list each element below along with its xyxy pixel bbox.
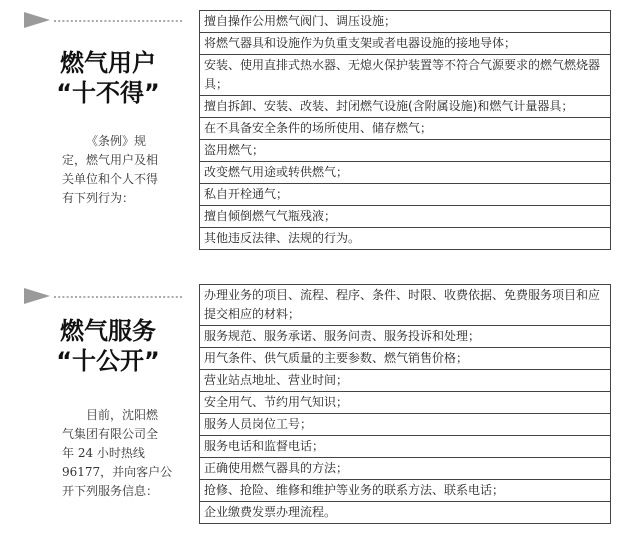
table-row — [200, 326, 611, 348]
section2-title — [28, 316, 188, 376]
section1-desc-line: 有下列行为： — [62, 191, 135, 205]
table-row — [200, 458, 611, 480]
table-row — [200, 11, 611, 33]
table-row — [200, 370, 611, 392]
rule-item: 盗用燃气； — [200, 140, 611, 162]
table-row — [200, 184, 611, 206]
table-row — [200, 414, 611, 436]
section1-title — [28, 48, 188, 108]
rule-item: 改变燃气用途或转供燃气； — [200, 162, 611, 184]
service-item: 服务电话和监督电话； — [200, 436, 611, 458]
section2-title-line2: “十公开” — [56, 347, 160, 375]
section1-rules-table — [199, 10, 611, 250]
section2-desc-line: 开下列服务信息： — [62, 484, 159, 498]
service-item: 抢修、抢险、维修和维护等业务的联系方法、联系电话； — [200, 480, 611, 502]
rule-item: 擅自拆卸、安装、改装、封闭燃气设施(含附属设施)和燃气计量器具； — [200, 96, 611, 118]
service-item: 服务人员岗位工号； — [200, 414, 611, 436]
section2-desc-line: 年 24 小时热线 — [62, 446, 145, 460]
table-row — [200, 228, 611, 250]
table-row — [200, 348, 611, 370]
service-item: 安全用气、节约用气知识； — [200, 392, 611, 414]
section2-marker — [24, 288, 184, 304]
section2-desc-line: 目前，沈阳燃 — [86, 408, 159, 422]
table-row — [200, 162, 611, 184]
table-row — [200, 206, 611, 228]
rule-item: 私自开栓通气； — [200, 184, 611, 206]
service-item: 用气条件、供气质量的主要参数、燃气销售价格； — [200, 348, 611, 370]
table-row — [200, 140, 611, 162]
section1-title-line1: 燃气用户 — [60, 49, 156, 77]
section1-desc-line: 定，燃气用户及相 — [62, 153, 159, 167]
service-item: 服务规范、服务承诺、服务问责、服务投诉和处理； — [200, 326, 611, 348]
service-item: 企业缴费发票办理流程。 — [200, 502, 611, 524]
rule-item: 将燃气器具和设施作为负重支架或者电器设施的接地导体； — [200, 33, 611, 55]
section2-desc-line: 气集团有限公司全 — [62, 427, 159, 441]
service-item: 正确使用燃气器具的方法； — [200, 458, 611, 480]
table-row — [200, 118, 611, 140]
section1-desc-line: 关单位和个人不得 — [62, 172, 159, 186]
table-row — [200, 436, 611, 458]
arrow-dotted-marker-icon — [24, 288, 184, 304]
table-row — [200, 285, 611, 326]
section1-marker — [24, 12, 184, 28]
table-row — [200, 392, 611, 414]
table-row — [200, 502, 611, 524]
service-item: 营业站点地址、营业时间； — [200, 370, 611, 392]
arrow-dotted-marker-icon — [24, 12, 184, 28]
rule-item: 擅自操作公用燃气阀门、调压设施； — [200, 11, 611, 33]
section2-services-table — [199, 284, 611, 524]
section2-description — [62, 406, 174, 501]
section1-title-line2: “十不得” — [56, 79, 160, 107]
rule-item: 擅自倾倒燃气气瓶残液； — [200, 206, 611, 228]
rule-item: 其他违反法律、法规的行为。 — [200, 228, 611, 250]
table-row — [200, 480, 611, 502]
rule-item: 在不具备安全条件的场所使用、储存燃气； — [200, 118, 611, 140]
section2-title-line1: 燃气服务 — [60, 317, 156, 345]
section1-description — [62, 132, 174, 208]
table-row — [200, 96, 611, 118]
table-row — [200, 55, 611, 96]
rule-item: 安装、使用直排式热水器、无熄火保护装置等不符合气源要求的燃气燃烧器具； — [200, 55, 611, 96]
service-item: 办理业务的项目、流程、程序、条件、时限、收费依据、免费服务项目和应提交相应的材料； — [200, 285, 611, 326]
section1-desc-line: 《条例》规 — [86, 134, 147, 148]
table-row — [200, 33, 611, 55]
section2-desc-line: 96177，并向客户公 — [62, 465, 173, 479]
